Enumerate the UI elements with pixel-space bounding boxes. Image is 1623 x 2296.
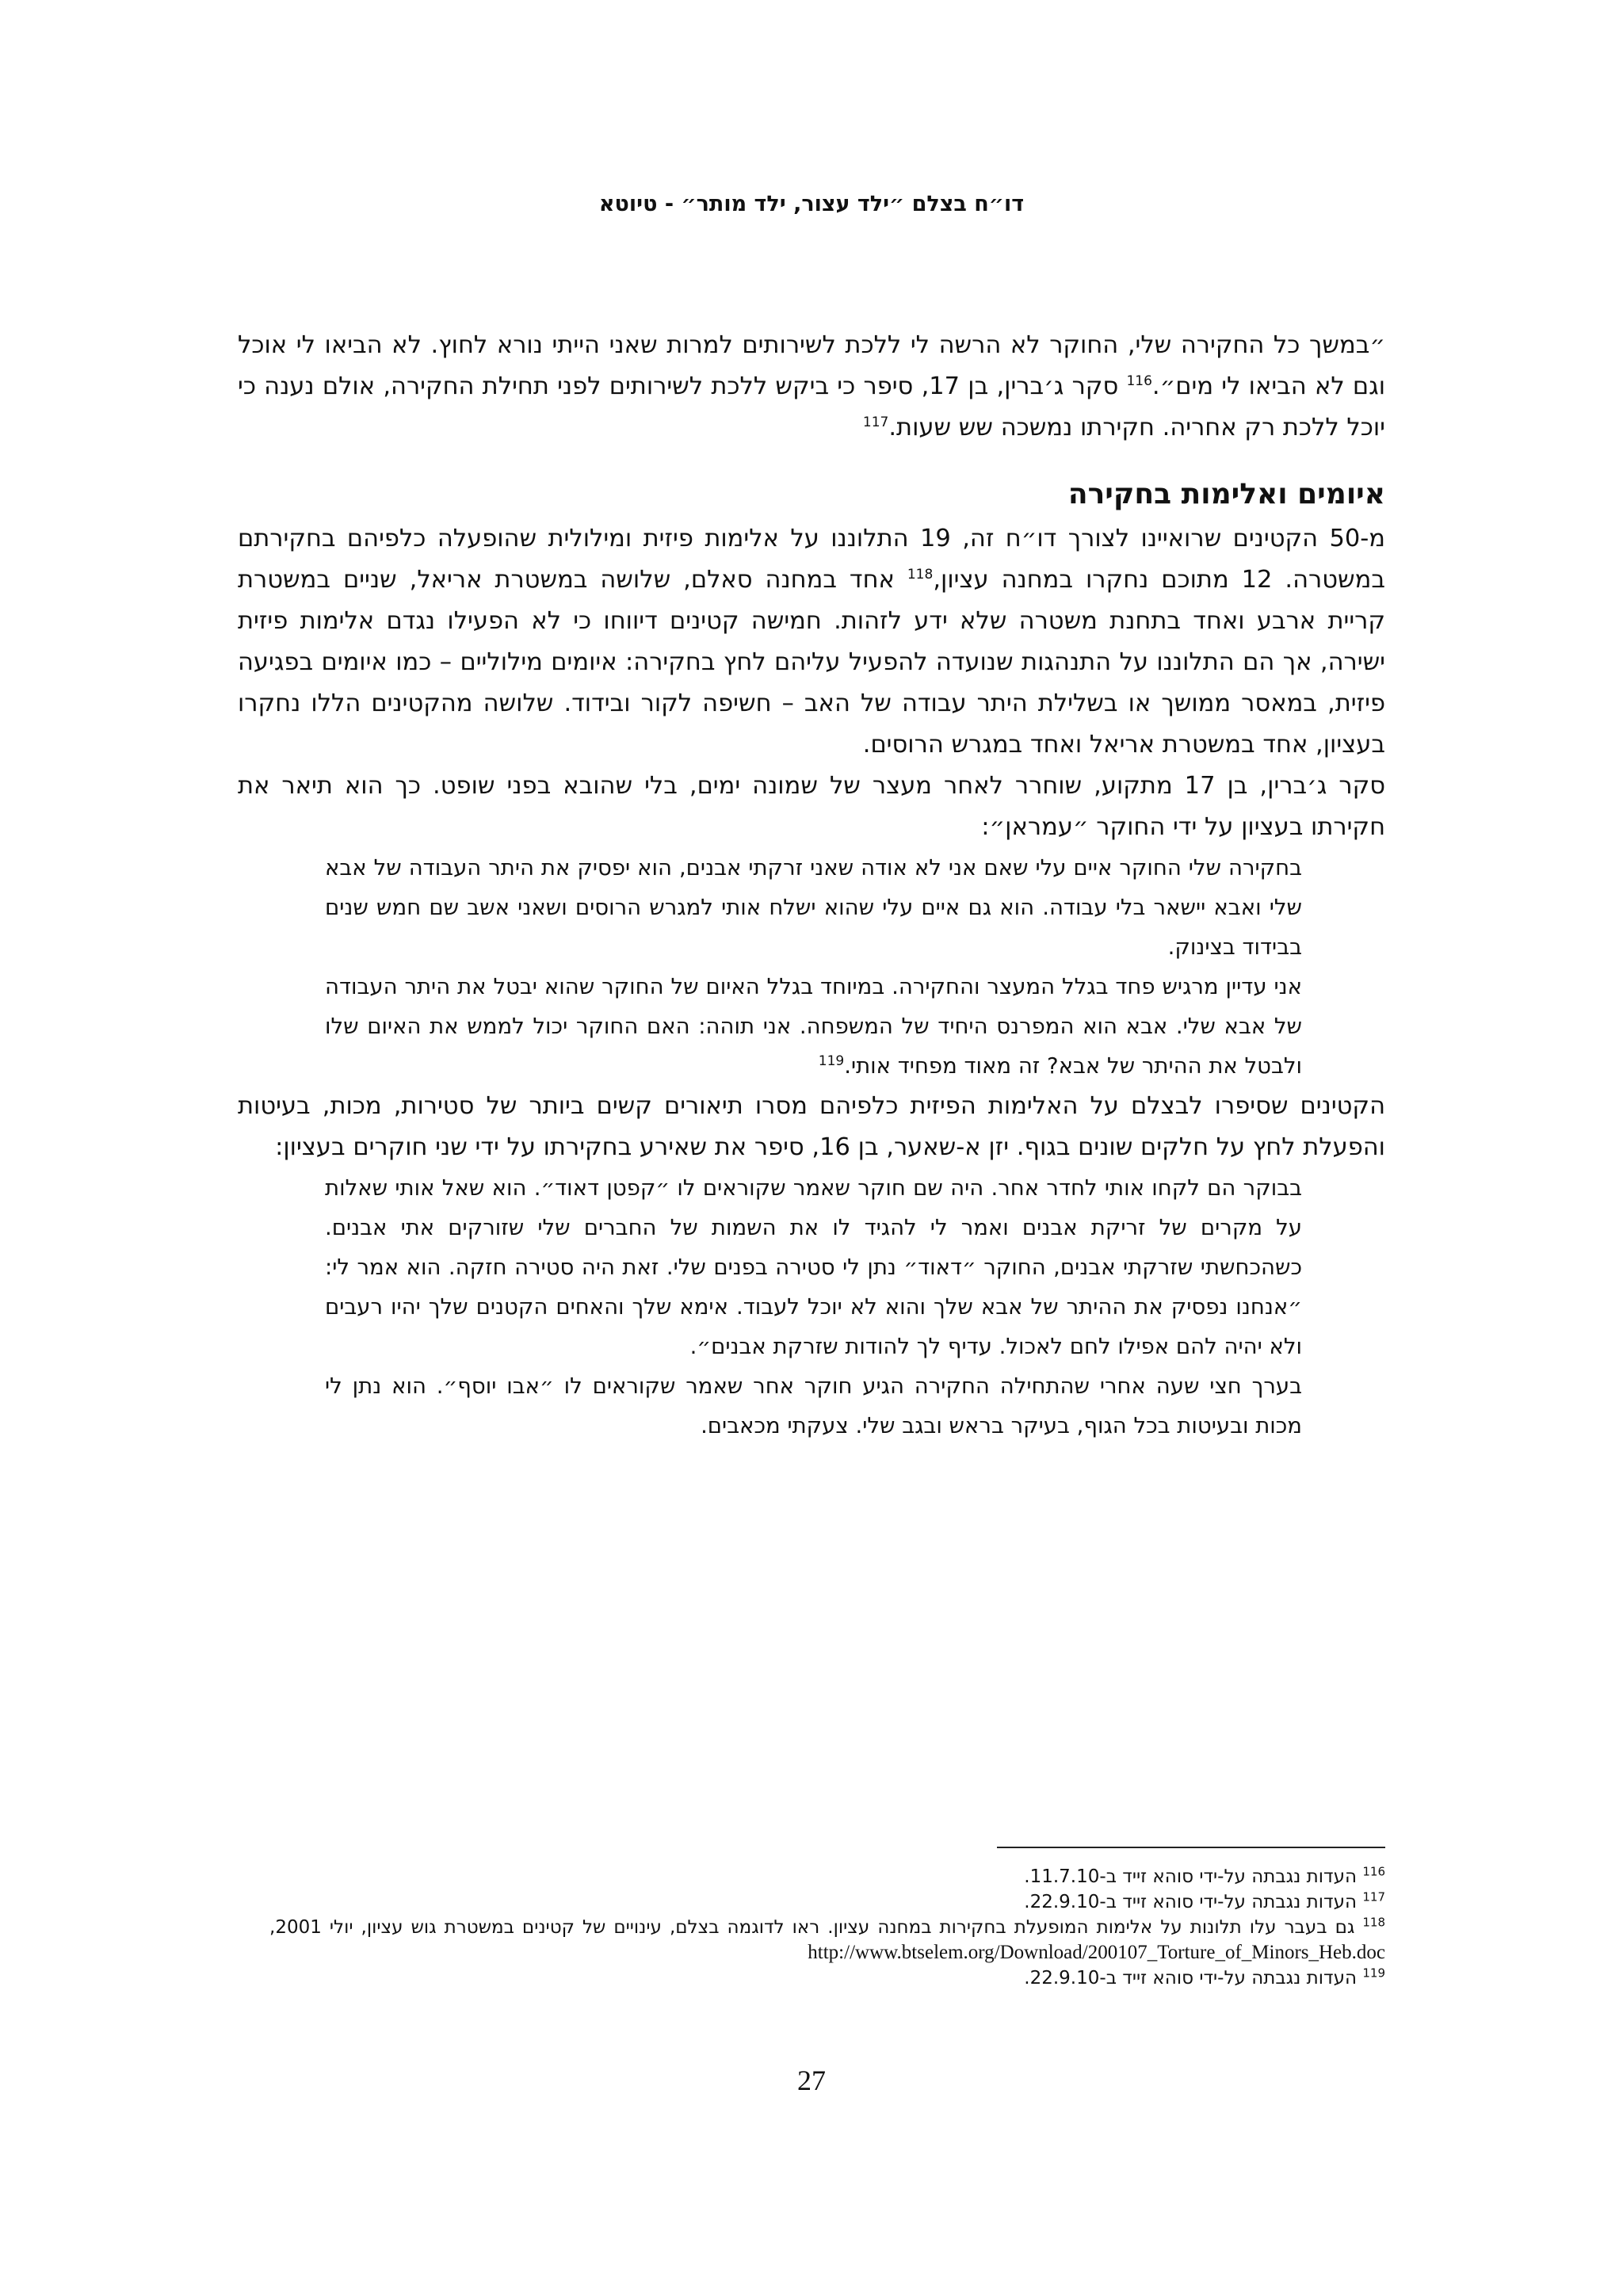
paragraph: הקטינים שסיפרו לבצלם על האלימות הפיזית כלפיהם מסרו תיאורים קשים ביותר של סטירות, מכות, בעיטות והפעלת לחץ על חלקים שונים בגוף. יזן א-שאער, בן 16, סיפר את שאירע בחקירתו על ידי שני חוקרים בעציון: xyxy=(238,1092,1385,1161)
block-quote xyxy=(325,1168,1302,1446)
footnote-ref[interactable]: 116 xyxy=(1126,372,1152,389)
footnote-number: 116 xyxy=(1362,1864,1385,1879)
footnote xyxy=(269,1915,1385,1966)
quote-text: אני עדיין מרגיש פחד בגלל המעצר והחקירה. במיוחד בגלל האיום של החוקר שהוא יבטל את היתר העבודה של אבא שלי. אבא הוא המפרנס היחיד של המשפחה. אני תוהה: האם החוקר יכול לממש את האיום שלו ולבטל את ההיתר של אבא? זה מאוד מפחיד אותי. xyxy=(325,974,1302,1079)
footnote xyxy=(269,1889,1385,1915)
paragraph: סקר ג׳ברין, בן 17 מתקוע, שוחרר לאחר מעצר של שמונה ימים, בלי שהובא בפני שופט. כך הוא תיאר את חקירתו בעציון על ידי החוקר ״עמראן״: xyxy=(238,772,1386,841)
footnote-number: 119 xyxy=(1362,1966,1385,1981)
footnote-number: 118 xyxy=(1362,1915,1385,1930)
paragraph xyxy=(238,518,1385,766)
paragraph xyxy=(238,325,1385,449)
footnote-link[interactable]: http://www.btselem.org/Download/200107_Torture_of_Minors_Heb.doc xyxy=(808,1942,1385,1963)
paragraph-text: אחד במחנה סאלם, שלושה במשטרת אריאל, שניים במשטרת קריית ארבע ואחד בתחנת משטרה שלא ידע לזהות. חמישה קטינים דיווחו כי לא הפעילו נגדם אלימות פיזית ישירה, אך הם התלוננו על התנהגות שנועדה להפעיל עליהם לחץ בחקירה: איומים מילוליים – כמו איומים בפגיעה פיזית, במאסר ממושך או בשלילת היתר עבודה של האב – חשיפה לקור ובידוד. שלושה מהקטינים הללו נחקרו בעציון, אחד במשטרת אריאל ואחד במגרש הרוסים. xyxy=(238,566,1385,758)
footnote xyxy=(269,1864,1385,1889)
footnote-number: 117 xyxy=(1362,1889,1385,1904)
paragraph-text: סקר ג׳ברין, בן 17, סיפר כי ביקש ללכת לשירותים לפני תחילת החקירה, אולם נענה כי יוכל ללכת רק אחריה. חקירתו נמשכה שש שעות. xyxy=(238,372,1385,441)
footnote-text: העדות נגבתה על-ידי סוהא זייד ב-11.7.10. xyxy=(1024,1866,1358,1887)
paragraph-text: מ-50 הקטינים שרואיינו לצורך דו״ח זה, 19 התלוננו על אלימות פיזית ומילולית שהופעלה כלפיהם בחקירתם במשטרה. 12 מתוכם נחקרו במחנה עציון, xyxy=(238,525,1386,594)
spacer xyxy=(238,449,1385,471)
footnote-ref[interactable]: 119 xyxy=(818,1052,845,1069)
footnote xyxy=(269,1966,1385,1991)
footnote-ref[interactable]: 117 xyxy=(862,414,889,430)
footnote-ref[interactable]: 118 xyxy=(907,566,934,583)
quote-paragraph: בבוקר הם לקחו אותי לחדר אחר. היה שם חוקר שאמר שקוראים לו ״קפטן דאוד״. הוא שאל אותי שאלות על מקרים של זריקת אבנים ואמר לי להגיד לו את השמות של החברים שלי שזורקים אתי אבנים. כשהכחשתי שזרקתי אבנים, החוקר ״דאוד״ נתן לי סטירה בפנים שלי. זאת היה סטירה חזקה. הוא אמר לי: ״אנחנו נפסיק את ההיתר של אבא שלך והוא לא יוכל לעבוד. אימא שלך והאחים הקטנים שלך יהיו רעבים ולא יהיה להם אפילו לחם לאכול. עדיף לך להודות שזרקת אבנים״. xyxy=(325,1175,1302,1359)
footnote-text: העדות נגבתה על-ידי סוהא זייד ב-22.9.10. xyxy=(1024,1892,1358,1912)
quote-paragraph: בערך חצי שעה אחרי שהתחילה החקירה הגיע חוקר אחר שאמר שקוראים לו ״אבו יוסף״. הוא נתן לי מכות ובעיטות בכל הגוף, בעיקר בראש ובגב שלי. צעקתי מכאבים. xyxy=(325,1373,1302,1438)
block-quote xyxy=(325,848,1302,1086)
body-text xyxy=(238,325,1385,1446)
footnote-text: גם בעבר עלו תלונות על אלימות המופעלת בחקירות במחנה עציון. ראו לדוגמה בצלם, עינויים של קטינים במשטרת גוש עציון, יולי 2001, xyxy=(269,1917,1355,1938)
footnote-text: העדות נגבתה על-ידי סוהא זייד ב-22.9.10. xyxy=(1024,1968,1358,1988)
quote-paragraph: בחקירה שלי החוקר איים עלי שאם אני לא אודה שאני זרקתי אבנים, הוא יפסיק את היתר העבודה של אבא שלי ואבא יישאר בלי עבודה. הוא גם איים עלי שהוא ישלח אותי למגרש הרוסים ושאני אשב שם חמש שנים בבידוד בצינוק. xyxy=(325,855,1302,960)
footnotes xyxy=(269,1864,1385,1991)
quote-paragraph xyxy=(325,967,1302,1086)
running-header: דו״ח בצלם ״ילד עצור, ילד מותר״ - טיוטא xyxy=(598,192,1025,216)
quote-text: ״במשך כל החקירה שלי, החוקר לא הרשה לי ללכת לשירותים למרות שאני הייתי נורא לחוץ. לא הביאו לי אוכל וגם לא הביאו לי מים״. xyxy=(238,331,1385,400)
footnote-separator xyxy=(997,1847,1385,1848)
section-heading: איומים ואלימות בחקירה xyxy=(1067,478,1385,510)
page-number: 27 xyxy=(797,2065,826,2096)
